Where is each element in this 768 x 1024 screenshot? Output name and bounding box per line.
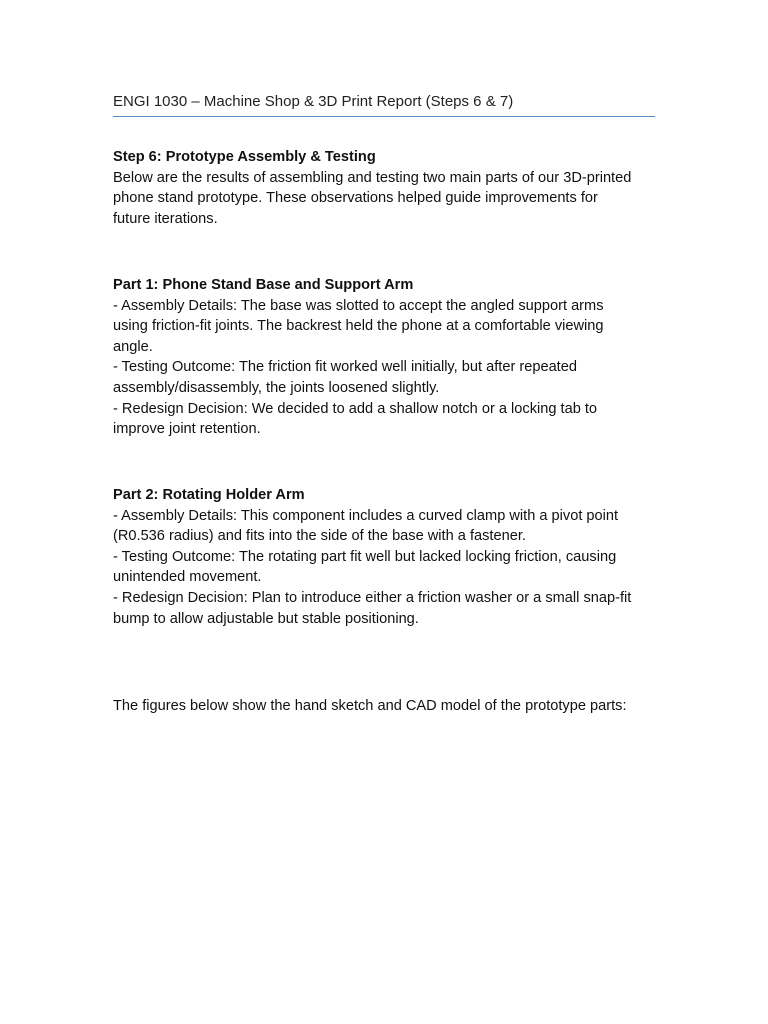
step6-line: Below are the results of assembling and testing two main parts of our 3D-printed <box>113 169 632 186</box>
figures-intro <box>113 696 655 717</box>
part2-line: - Assembly Details: This component includes a curved clamp with a pivot point <box>113 507 619 524</box>
part2-line: bump to allow adjustable but stable positioning. <box>113 610 419 627</box>
document-header <box>113 92 655 117</box>
part1-line: angle. <box>113 338 153 355</box>
part1-line: improve joint retention. <box>113 421 261 438</box>
part1-section <box>113 275 655 440</box>
part1-line: - Redesign Decision: We decided to add a shallow notch or a locking tab to <box>113 400 598 417</box>
part2-line: - Redesign Decision: Plan to introduce either a friction washer or a small snap-fit <box>113 589 632 606</box>
part1-line: - Assembly Details: The base was slotted to accept the angled support arms <box>113 297 604 314</box>
part2-heading: Part 2: Rotating Holder Arm <box>113 487 305 503</box>
header-title: ENGI 1030 – Machine Shop & 3D Print Report (Steps 6 & 7) <box>113 93 514 110</box>
part1-line: - Testing Outcome: The friction fit worked well initially, but after repeated <box>113 359 577 376</box>
part2-line: - Testing Outcome: The rotating part fit well but lacked locking friction, causing <box>113 548 617 565</box>
step6-line: future iterations. <box>113 210 218 227</box>
figures-intro-text: The figures below show the hand sketch and CAD model of the prototype parts: <box>113 698 627 714</box>
part1-line: using friction-fit joints. The backrest held the phone at a comfortable viewing <box>113 318 604 335</box>
part1-line: assembly/disassembly, the joints loosened slightly. <box>113 379 440 396</box>
document-page <box>113 0 655 1024</box>
part1-heading: Part 1: Phone Stand Base and Support Arm <box>113 277 414 293</box>
part2-line: (R0.536 radius) and fits into the side of the base with a fastener. <box>113 528 526 545</box>
part2-line: unintended movement. <box>113 569 262 586</box>
step6-line: phone stand prototype. These observations helped guide improvements for <box>113 190 598 207</box>
step6-heading: Step 6: Prototype Assembly & Testing <box>113 149 376 165</box>
part2-section <box>113 485 655 629</box>
step6-section <box>113 147 655 229</box>
